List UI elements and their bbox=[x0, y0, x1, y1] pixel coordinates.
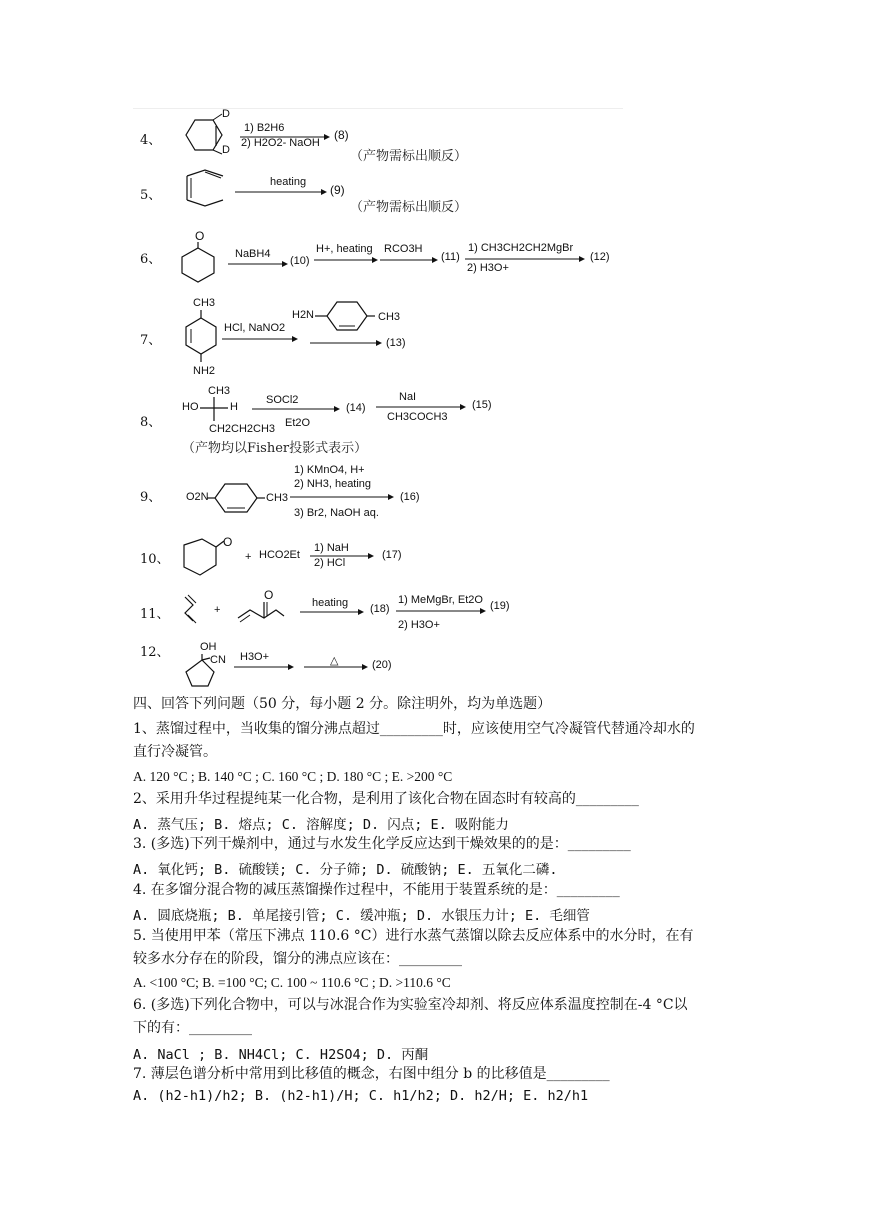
product-label: (16) bbox=[400, 491, 420, 503]
triene-structure bbox=[185, 170, 235, 210]
condition-1: 1) B2H6 bbox=[244, 122, 285, 134]
plus-sign: + bbox=[214, 604, 221, 616]
reaction-number: 7、 bbox=[140, 333, 162, 348]
product-label: (17) bbox=[382, 549, 402, 561]
fischer-projection bbox=[196, 397, 236, 423]
question-1-line-1: 1、蒸馏过程中，当收集的馏分沸点超过_________时，应该使用空气冷凝管代替通冷却水的 bbox=[133, 721, 695, 737]
amino-label: NH2 bbox=[193, 365, 216, 377]
product-label-10: (10) bbox=[290, 255, 310, 267]
condition-1: heating bbox=[312, 597, 349, 609]
product-label: (13) bbox=[386, 337, 406, 349]
product-label-15: (15) bbox=[472, 399, 492, 411]
product-label: (8) bbox=[334, 128, 349, 142]
reaction-arrow bbox=[380, 257, 438, 265]
question-6-line-1: 6. (多选)下列化合物中，可以与冰混合作为实验室冷却剂、将反应体系温度控制在-4 °C以 bbox=[133, 997, 688, 1013]
question-6-line-2: 下的有：_________ bbox=[133, 1020, 252, 1036]
p-toluidine-reagent-structure bbox=[315, 300, 375, 336]
reaction-arrow bbox=[310, 340, 382, 348]
reaction-number: 5、 bbox=[140, 188, 162, 203]
reaction-arrow bbox=[234, 664, 294, 672]
condition-1: 1) NaH bbox=[314, 542, 349, 554]
reaction-arrow bbox=[252, 406, 340, 414]
condition-2: NaI bbox=[399, 391, 417, 403]
reaction-number: 8、 bbox=[140, 415, 162, 430]
reaction-arrow bbox=[314, 257, 378, 265]
question-7-options: A. (h2-h1)/h2; B. (h2-h1)/H; C. h1/h2; D. h2/H; E. h2/h1 bbox=[133, 1088, 589, 1104]
plus-sign: + bbox=[245, 551, 252, 563]
question-5-line-2: 较多水分存在的阶段，馏分的沸点应该在：_________ bbox=[133, 951, 462, 967]
cyclohexene-d2-structure bbox=[180, 118, 240, 158]
product-label-11: (11) bbox=[441, 251, 460, 263]
condition-1b: Et2O bbox=[285, 417, 311, 429]
ketone-oxygen: O bbox=[264, 588, 274, 602]
product-note: （产物需标出顺反） bbox=[350, 149, 468, 164]
nitrile-label: CN bbox=[210, 654, 226, 666]
question-5-line-1: 5. 当使用甲苯（常压下沸点 110.6 °C）进行水蒸气蒸馏以除去反应体系中的水分时，在有 bbox=[133, 928, 694, 944]
fischer-right: H bbox=[230, 401, 238, 413]
reaction-arrow bbox=[235, 189, 327, 197]
fischer-top: CH3 bbox=[208, 385, 231, 397]
section-title: 四、回答下列问题（50 分，每小题 2 分。除注明外，均为单选题） bbox=[133, 696, 552, 712]
p-toluidine-structure bbox=[184, 308, 220, 364]
condition-2: 2) H2O2- NaOH bbox=[241, 137, 320, 149]
question-4-options: A. 圆底烧瓶; B. 单尾接引管; C. 缓冲瓶; D. 水银压力计; E. 毛细管 bbox=[133, 908, 590, 924]
condition-1: heating bbox=[270, 176, 307, 188]
reaction-number: 6、 bbox=[140, 252, 162, 267]
question-1-options: A. 120 °C ; B. 140 °C ; C. 160 °C ; D. 180 °C ; E. >200 °C bbox=[133, 769, 453, 784]
condition-2: 2) NH3, heating bbox=[294, 478, 372, 490]
reaction-number: 4、 bbox=[140, 133, 162, 148]
question-7: 7. 薄层色谱分析中常用到比移值的概念，右图中组分 b 的比移值是_________ bbox=[133, 1066, 610, 1082]
condition-2: 1) MeMgBr, Et2O bbox=[398, 594, 483, 606]
question-1-line-2: 直行冷凝管。 bbox=[133, 744, 217, 760]
question-3-options: A. 氧化钙; B. 硫酸镁; C. 分子筛; D. 硫酸钠; E. 五氧化二磷. bbox=[133, 862, 558, 878]
product-label-19: (19) bbox=[490, 600, 510, 612]
condition-1: 1) KMnO4, H+ bbox=[294, 464, 365, 476]
product-label: (9) bbox=[330, 183, 345, 197]
reaction-arrow bbox=[300, 609, 364, 617]
methyl-vinyl-ketone-structure bbox=[236, 598, 286, 622]
condition-2: H+, heating bbox=[316, 243, 373, 255]
question-2: 2、采用升华过程提纯某一化合物，是利用了该化合物在固态时有较高的_________ bbox=[133, 791, 639, 807]
condition-2: 2) HCl bbox=[314, 557, 346, 569]
condition-2b: CH3COCH3 bbox=[387, 411, 448, 423]
methyl-label: CH3 bbox=[266, 492, 289, 504]
carbonyl-oxygen: O bbox=[223, 535, 233, 549]
condition-4b: 2) H3O+ bbox=[467, 262, 509, 274]
reaction-number: 12、 bbox=[140, 645, 170, 660]
deuterium-bottom: D bbox=[222, 144, 230, 156]
condition-3: 2) H3O+ bbox=[398, 619, 440, 631]
reaction-number: 10、 bbox=[140, 552, 170, 567]
carbonyl-oxygen: O bbox=[195, 229, 205, 243]
cyclohexanone-structure bbox=[180, 240, 220, 282]
reaction-arrow bbox=[304, 664, 368, 672]
condition-1: NaBH4 bbox=[235, 248, 271, 260]
reagent-methyl: CH3 bbox=[378, 311, 401, 323]
product-note: （产物均以Fisher投影式表示） bbox=[182, 441, 368, 456]
condition-1: HCl, NaNO2 bbox=[224, 322, 286, 334]
reaction-arrow bbox=[228, 261, 288, 269]
question-3: 3. (多选)下列干燥剂中，通过与水发生化学反应达到干燥效果的的是：_________ bbox=[133, 836, 631, 852]
deuterium-top: D bbox=[222, 108, 230, 120]
product-note: （产物需标出顺反） bbox=[350, 200, 468, 215]
condition-1: H3O+ bbox=[240, 651, 270, 663]
methyl-label: CH3 bbox=[193, 297, 216, 309]
p-nitrotoluene-structure bbox=[207, 482, 267, 516]
condition-3: 3) Br2, NaOH aq. bbox=[294, 507, 379, 519]
condition-2: △ bbox=[330, 655, 339, 667]
condition-1: SOCl2 bbox=[266, 394, 299, 406]
reaction-arrow bbox=[222, 336, 298, 344]
reaction-arrow bbox=[396, 608, 486, 616]
butadiene-structure bbox=[183, 595, 207, 625]
reagent-amine: H2N bbox=[292, 309, 315, 321]
reaction-arrow bbox=[290, 494, 394, 502]
question-4: 4. 在多馏分混合物的减压蒸馏操作过程中，不能用于装置系统的是：_________ bbox=[133, 882, 620, 898]
question-2-options: A. 蒸气压; B. 熔点; C. 溶解度; D. 闪点; E. 吸附能力 bbox=[133, 817, 509, 833]
question-5-options: A. <100 °C; B. =100 °C; C. 100 ~ 110.6 °C ; D. >110.6 °C bbox=[133, 975, 451, 990]
product-label: (20) bbox=[372, 659, 392, 671]
reaction-number: 9、 bbox=[140, 490, 162, 505]
reagent-formate: HCO2Et bbox=[259, 549, 300, 561]
product-label-12: (12) bbox=[590, 251, 610, 263]
condition-4a: 1) CH3CH2CH2MgBr bbox=[468, 242, 574, 254]
product-label-18: (18) bbox=[370, 603, 390, 615]
condition-3: RCO3H bbox=[384, 243, 423, 255]
question-6-options: A. NaCl ; B. NH4Cl; C. H2SO4; D. 丙酮 bbox=[133, 1047, 429, 1063]
product-label-14: (14) bbox=[346, 402, 366, 414]
fischer-bottom: CH2CH2CH3 bbox=[209, 423, 276, 435]
fischer-left: HO bbox=[182, 401, 199, 413]
top-divider bbox=[133, 108, 623, 109]
nitro-label: O2N bbox=[186, 491, 209, 503]
hydroxyl-label: OH bbox=[200, 641, 217, 653]
reaction-number: 11、 bbox=[140, 607, 170, 622]
